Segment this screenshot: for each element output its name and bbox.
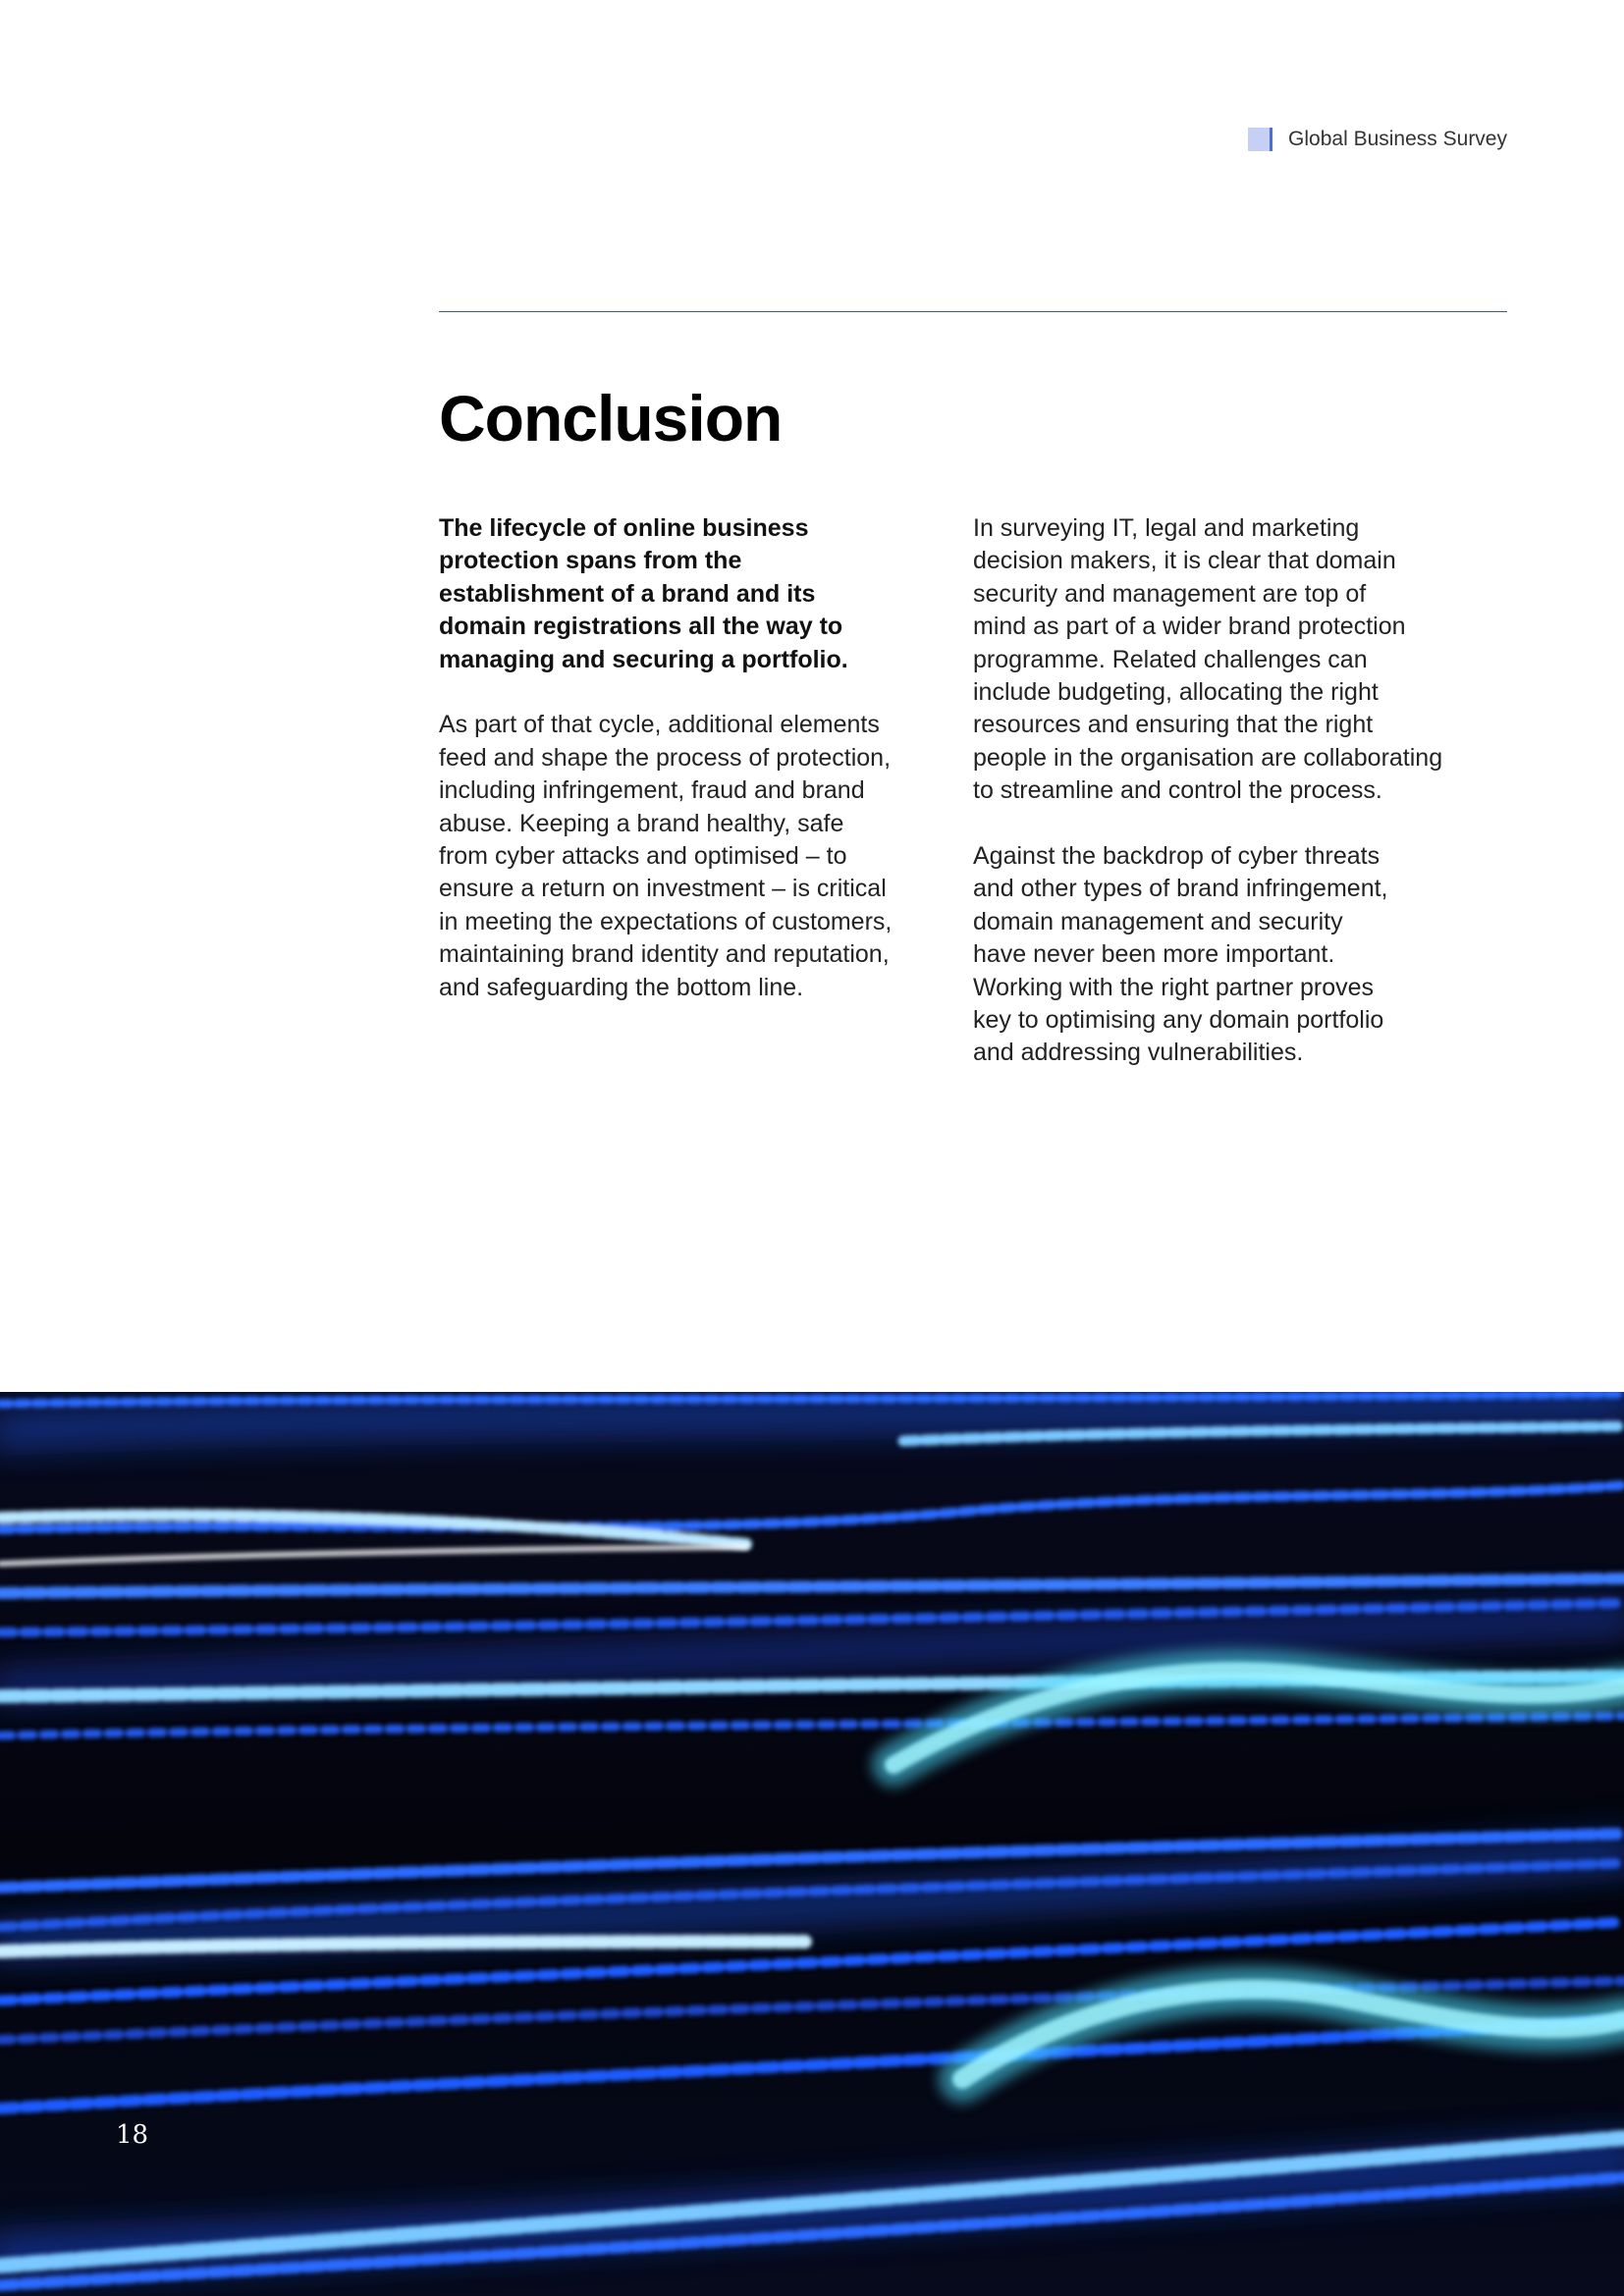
- page-title: Conclusion: [439, 382, 783, 454]
- page-number: 18: [116, 2120, 149, 2150]
- digital-light-trails-photo: [0, 1392, 1624, 2296]
- body-paragraph: As part of that cycle, additional elements feed and shape the process of protection, including infringement, fraud and brand abuse. Keeping a brand healthy, safe from cyber attacks and optimised – to ensure a return on investment – is critical in meeting the expectations of customers, maintaining brand identity and reputation, and safeguarding the bottom line.: [439, 711, 893, 1001]
- lead-paragraph: The lifecycle of online business protection spans from the establishment of a brand and its domain registrations all the way to managing and securing a portfolio.: [439, 514, 848, 673]
- header-title: Global Business Survey: [1288, 128, 1507, 150]
- right-column: [973, 512, 1484, 1102]
- body-paragraph: In surveying IT, legal and marketing decision makers, it is clear that domain security and management are top of mind as part of a wider brand protection programme. Related challenges can include budgeting, allocating the right resources and ensuring that the right people in the organisation are collaborating to streamline and control the process.: [973, 514, 1443, 805]
- running-header: [1248, 128, 1507, 151]
- header-mark-icon: [1248, 128, 1272, 151]
- body-paragraph: Against the backdrop of cyber threats and other types of brand infringement, domain management and security have never been more important. Working with the right partner proves key to optimising any domain portfolio and addressing vulnerabilities.: [973, 842, 1388, 1067]
- title-divider: [439, 311, 1507, 312]
- left-column: [439, 512, 925, 1037]
